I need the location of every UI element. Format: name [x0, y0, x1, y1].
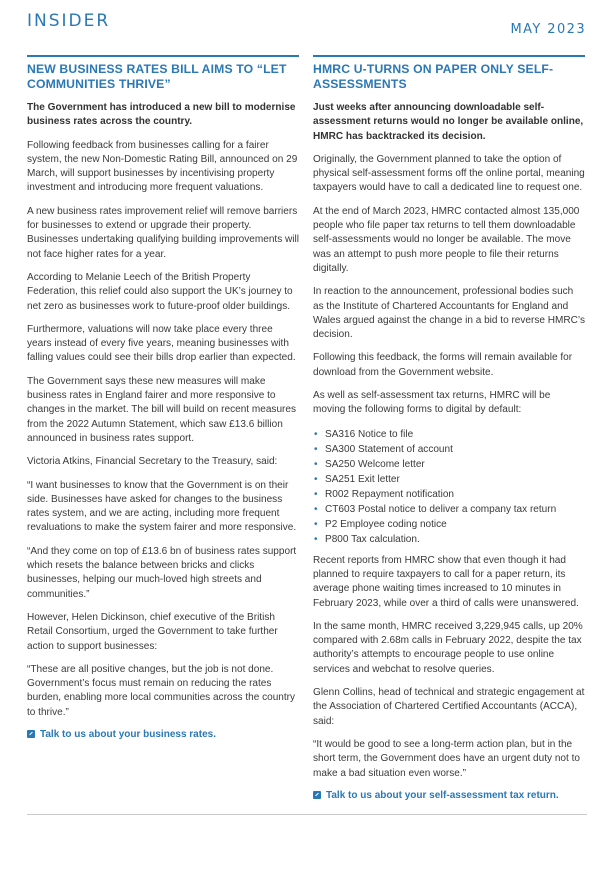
list-item: • SA300 Statement of account [313, 442, 585, 457]
list-item: • CT603 Postal notice to deliver a company tax return [313, 502, 585, 517]
paragraph: However, Helen Dickinson, chief executive of the British Retail Consortium, urged the Government to take further action to support businesses: [27, 611, 278, 652]
paragraph: According to Melanie Leech of the British Property Federation, this relief could also support the UK’s journey to net zero as businesses work to future-proof older buildings. [27, 271, 293, 312]
quote-paragraph: “It would be good to see a long-term action plan, but in the short term, the Government does have an urgent duty not to make a bad situation even worse.” [313, 738, 580, 779]
issue-date: MAY 2023 [510, 22, 586, 37]
paragraph: Following this feedback, the forms will remain available for download from the Government website. [313, 352, 573, 378]
article-title: HMRC U-TURNS ON PAPER ONLY SELF-ASSESSMENTS [313, 62, 554, 91]
article-business-rates [27, 55, 299, 740]
paragraph: Following feedback from businesses calling for a fairer system, the new Non-Domestic Rating Bill, announced on 29 March, will support businesses by incentivising property investment and introducing more frequent valuations. [27, 139, 298, 194]
section-rule [27, 55, 299, 57]
paragraph: A new business rates improvement relief will remove barriers for businesses to extend or upgrade their property. Businesses undertaking qualifying building improvements will not face higher rates for a year. [27, 205, 299, 260]
quote-paragraph: “These are all positive changes, but the job is not done. Government’s focus must remain on reducing the rates burden, enabling more local communities across the country to thrive.” [27, 663, 296, 718]
paragraph: Recent reports from HMRC show that even though it had planned to require taxpayers to call for a paper return, its average phone waiting times increased to 10 minutes in February 2023, while over a third of calls were unanswered. [313, 554, 579, 609]
article-hmrc-self-assessment [313, 55, 585, 801]
cta-label: Talk to us about your self-assessment tax return. [326, 789, 559, 801]
article-lead: Just weeks after announcing downloadable self-assessment returns would no longer be available online, HMRC has backtracked its decision. [313, 102, 584, 142]
list-item: • SA251 Exit letter [313, 472, 585, 487]
footer-divider [27, 814, 587, 815]
paragraph: The Government says these new measures will make business rates in England fairer and more responsive to changes in the market. The bill will build on recent measures from the 2022 Autumn Statement, which saw £13.6 billion announced in business rates support. [27, 375, 296, 444]
external-link-icon [313, 791, 321, 799]
business-rates-cta-link[interactable] [27, 729, 299, 740]
self-assessment-cta-link[interactable] [313, 790, 585, 801]
quote-paragraph: “I want businesses to know that the Government is on their side. Businesses have asked for changes to the business rates system, and we are acting, including more frequent revaluations to make the system fairer and more responsive. [27, 479, 297, 534]
paragraph: Furthermore, valuations will now take place every three years instead of every five years, meaning businesses with falling values could see their bills drop earlier than expected. [27, 323, 296, 364]
paragraph: As well as self-assessment tax returns, HMRC will be moving the following forms to digital by default: [313, 390, 551, 416]
brand-logo: INSIDER [27, 11, 111, 31]
list-item: • P2 Employee coding notice [313, 517, 585, 532]
paragraph: In reaction to the announcement, professional bodies such as the Institute of Chartered Accountants for England and Wales argued against the change in a bid to reverse HMRC’s decision. [313, 286, 585, 341]
paragraph: Originally, the Government planned to take the option of physical self-assessment forms off the online portal, meaning taxpayers would have to call a dedicated line to request one. [313, 153, 585, 194]
paragraph: In the same month, HMRC received 3,229,945 calls, up 20% compared with 2.68m calls in February 2022, despite the tax authority’s attempts to encourage people to use online services and webchat to resolve queries. [313, 620, 583, 675]
external-link-icon [27, 730, 35, 738]
paragraph: Victoria Atkins, Financial Secretary to the Treasury, said: [27, 456, 278, 468]
cta-label: Talk to us about your business rates. [40, 728, 216, 740]
paragraph: At the end of March 2023, HMRC contacted almost 135,000 people who file paper tax returns to tell them downloadable self-assessments would no longer be available. The move was an attempt to push more people to file their returns digitally. [313, 205, 580, 274]
article-title: NEW BUSINESS RATES BILL AIMS TO “LET COMMUNITIES THRIVE” [27, 62, 287, 91]
list-item: • P800 Tax calculation. [313, 532, 585, 547]
section-rule [313, 55, 585, 57]
article-lead: The Government has introduced a new bill to modernise business rates across the country. [27, 102, 296, 128]
quote-paragraph: “And they come on top of £13.6 bn of business rates support which resets the balance between bricks and clicks businesses, helping our much-loved high streets and communities.” [27, 545, 297, 600]
forms-list [313, 427, 585, 547]
list-item: • SA316 Notice to file [313, 427, 585, 442]
list-item: • R002 Repayment notification [313, 487, 585, 502]
list-item: • SA250 Welcome letter [313, 457, 585, 472]
paragraph: Glenn Collins, head of technical and strategic engagement at the Association of Chartered Certified Accountants (ACCA), said: [313, 687, 585, 727]
